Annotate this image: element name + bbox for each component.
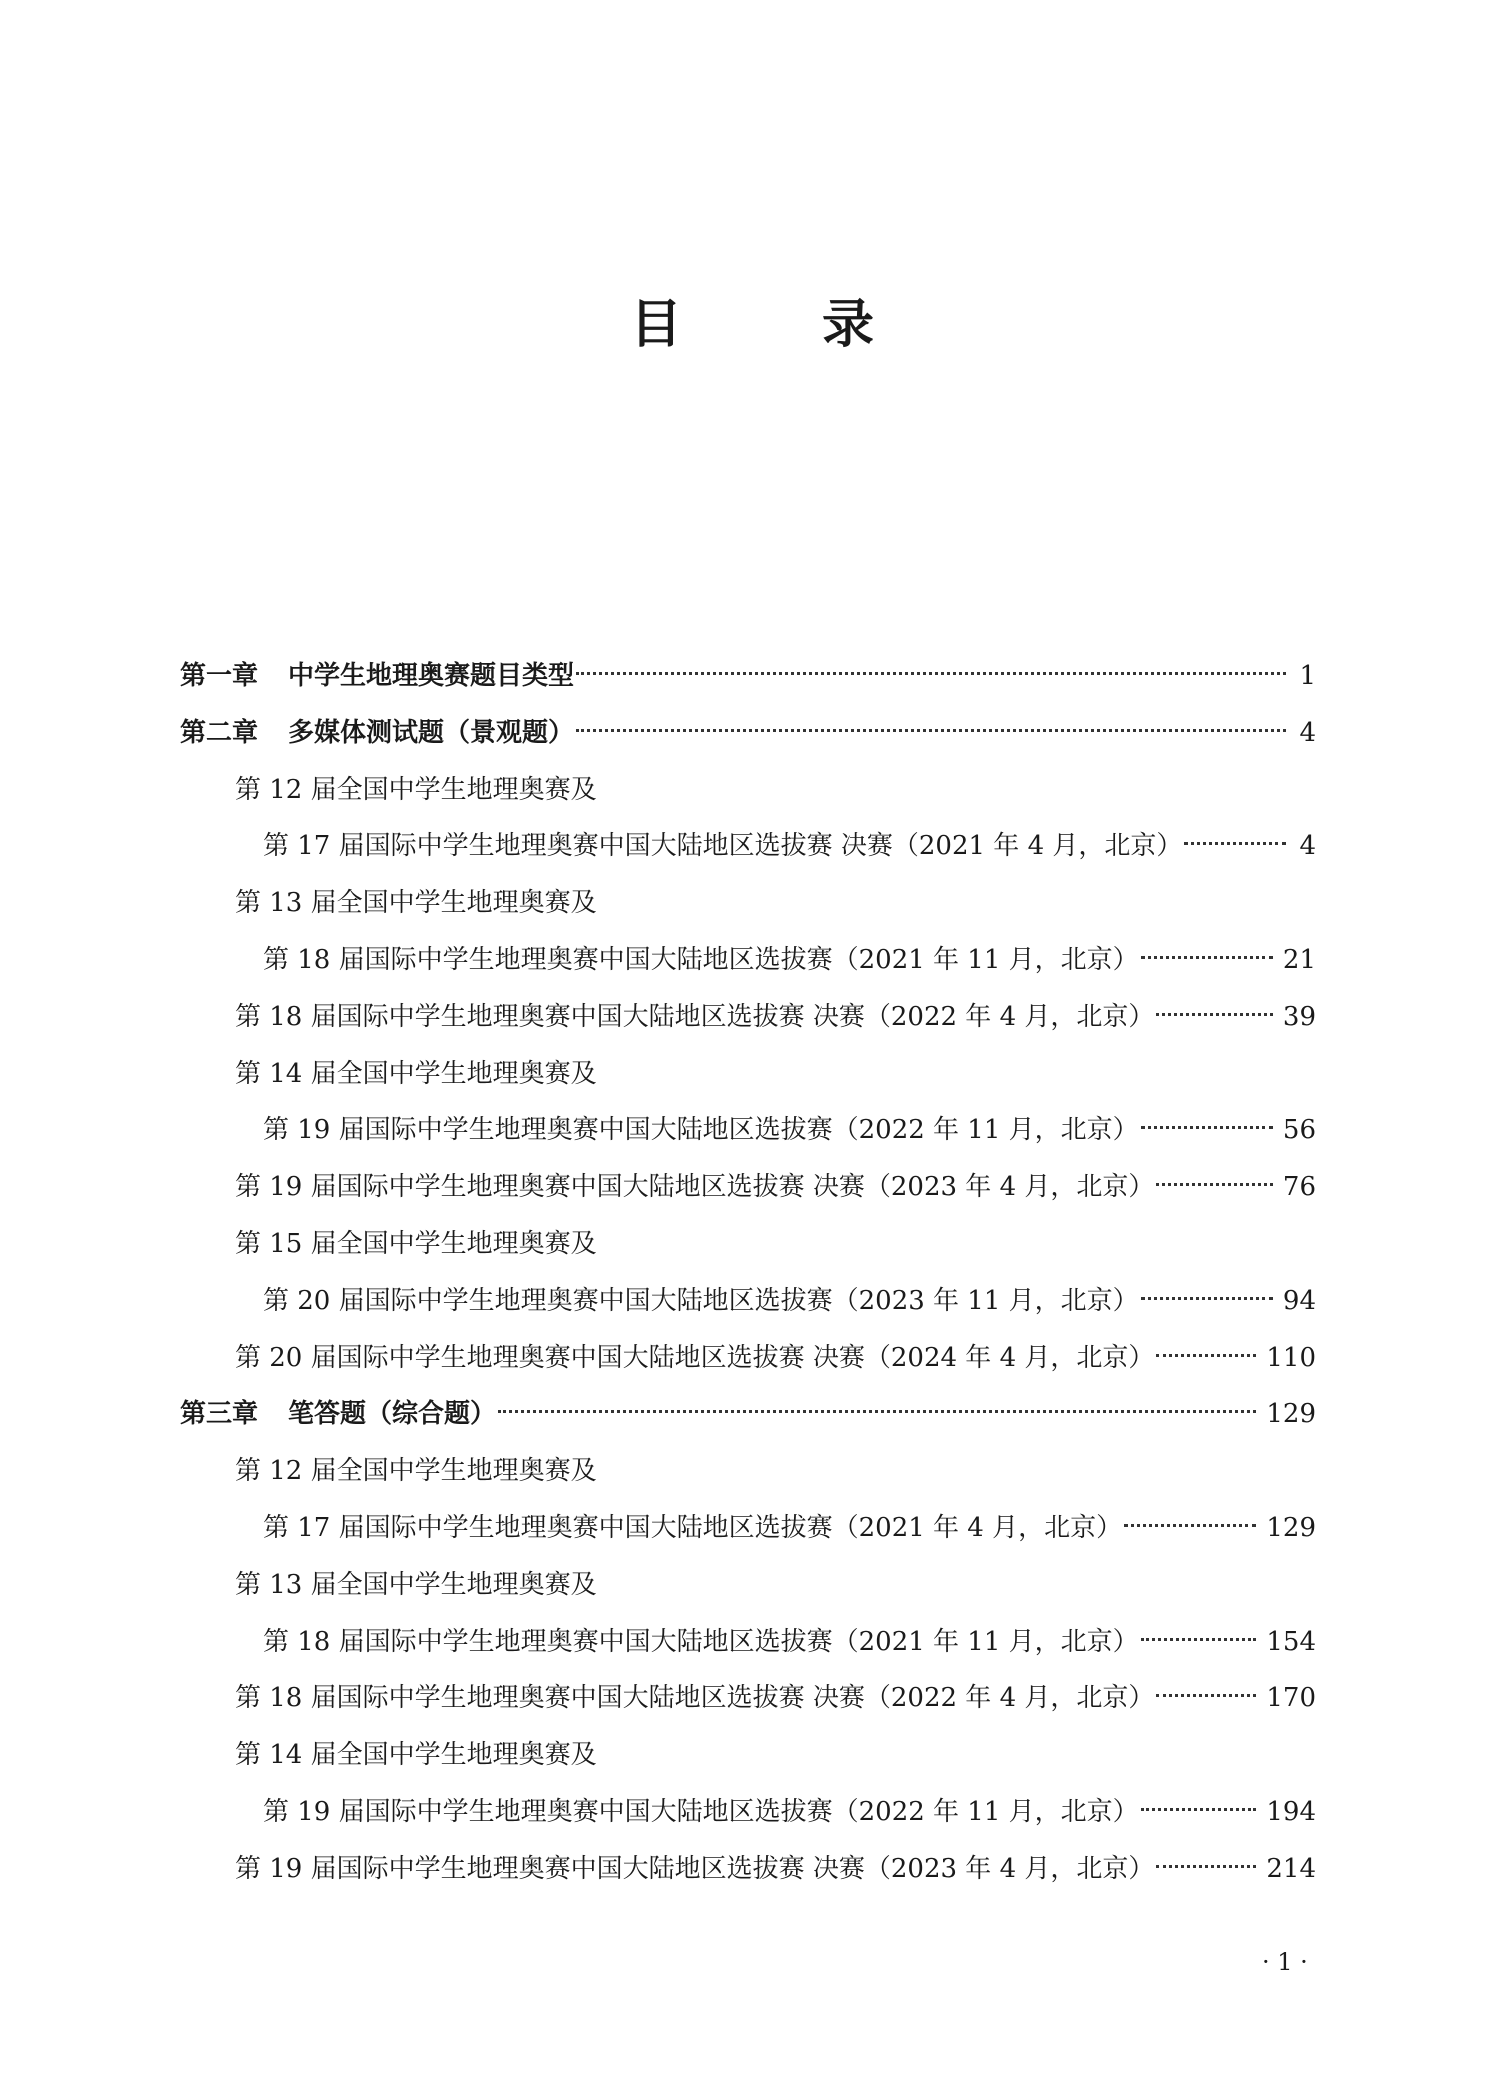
dot-leader (576, 729, 1286, 732)
page-ref: 170 (1266, 1683, 1316, 1714)
entry-title: 第 18 届国际中学生地理奥赛中国大陆地区选拔赛 决赛（2022 年 4 月，北京） (235, 1683, 1155, 1714)
entry-title: 第 13 届全国中学生地理奥赛及 (235, 1569, 597, 1600)
chapter-number: 第三章 (180, 1399, 259, 1430)
toc-entry-heading (0, 1216, 1504, 1273)
toc-chapter-1[interactable] (0, 648, 1504, 705)
toc-entry[interactable] (0, 1273, 1504, 1330)
page-ref: 129 (1266, 1399, 1316, 1430)
chapter-number: 第一章 (180, 661, 259, 691)
toc-entry-heading (0, 875, 1504, 932)
chapter-title: 中学生地理奥赛题目类型 (288, 661, 575, 691)
page-ref: 129 (1266, 1512, 1316, 1543)
entry-title: 第 20 届国际中学生地理奥赛中国大陆地区选拔赛 决赛（2024 年 4 月，北京） (235, 1342, 1155, 1373)
entry-title: 第 13 届全国中学生地理奥赛及 (235, 888, 597, 919)
dot-leader (1156, 1694, 1256, 1697)
entry-title: 第 15 届全国中学生地理奥赛及 (235, 1228, 597, 1259)
page-ref: 110 (1266, 1342, 1316, 1373)
page-ref: 94 (1282, 1285, 1316, 1316)
toc-entry-heading (0, 762, 1504, 819)
entry-title: 第 19 届国际中学生地理奥赛中国大陆地区选拔赛（2022 年 11 月，北京） (263, 1796, 1139, 1827)
toc-entry[interactable] (0, 818, 1504, 875)
dot-leader (1141, 1808, 1257, 1811)
entry-title: 第 18 届国际中学生地理奥赛中国大陆地区选拔赛 决赛（2022 年 4 月，北京） (235, 1001, 1155, 1032)
chapter-title: 笔答题（综合题） (288, 1399, 497, 1430)
toc-entry[interactable] (0, 1614, 1504, 1671)
dot-leader (1141, 1638, 1257, 1641)
toc-entry-heading (0, 1046, 1504, 1103)
entry-title: 第 19 届国际中学生地理奥赛中国大陆地区选拔赛 决赛（2023 年 4 月，北京） (235, 1172, 1155, 1203)
entry-title: 第 17 届国际中学生地理奥赛中国大陆地区选拔赛 决赛（2021 年 4 月，北京） (263, 831, 1183, 862)
entry-title: 第 20 届国际中学生地理奥赛中国大陆地区选拔赛（2023 年 11 月，北京） (263, 1285, 1139, 1316)
page-ref: 76 (1282, 1172, 1316, 1203)
entry-title: 第 14 届全国中学生地理奥赛及 (235, 1058, 597, 1089)
dot-leader (576, 672, 1286, 675)
entry-title: 第 19 届国际中学生地理奥赛中国大陆地区选拔赛（2022 年 11 月，北京） (263, 1115, 1139, 1146)
entry-title: 第 14 届全国中学生地理奥赛及 (235, 1740, 597, 1771)
page-ref: 154 (1266, 1626, 1316, 1657)
toc-entry[interactable] (0, 1500, 1504, 1557)
dot-leader (1141, 1297, 1273, 1300)
toc-entry[interactable] (0, 932, 1504, 989)
dot-leader (1184, 842, 1286, 845)
entry-title: 第 12 届全国中学生地理奥赛及 (235, 774, 597, 805)
dot-leader (1156, 1013, 1273, 1016)
page-ref: 56 (1282, 1115, 1316, 1146)
page-number: · 1 · (1262, 1948, 1308, 1976)
toc-entry[interactable] (0, 1102, 1504, 1159)
entry-title: 第 18 届国际中学生地理奥赛中国大陆地区选拔赛（2021 年 11 月，北京） (263, 944, 1139, 975)
page-ref: 194 (1266, 1796, 1316, 1827)
toc-entry[interactable] (0, 1330, 1504, 1387)
chapter-number: 第二章 (180, 717, 259, 748)
table-of-contents (0, 648, 1504, 1898)
dot-leader (1141, 956, 1273, 959)
dot-leader (1141, 1126, 1273, 1129)
toc-entry-heading (0, 1557, 1504, 1614)
entry-title: 第 17 届国际中学生地理奥赛中国大陆地区选拔赛（2021 年 4 月，北京） (263, 1512, 1123, 1543)
dot-leader (1124, 1524, 1256, 1527)
page-ref: 1 (1299, 661, 1316, 691)
toc-entry[interactable] (0, 1784, 1504, 1841)
page-title: 目 录 (629, 295, 918, 355)
chapter-title: 多媒体测试题（景观题） (288, 717, 575, 748)
toc-chapter-3[interactable] (0, 1386, 1504, 1443)
toc-entry[interactable] (0, 1670, 1504, 1727)
page-ref: 4 (1299, 717, 1316, 748)
page-ref: 39 (1282, 1001, 1316, 1032)
toc-chapter-2[interactable] (0, 705, 1504, 762)
dot-leader (1156, 1354, 1256, 1357)
toc-entry[interactable] (0, 1159, 1504, 1216)
dot-leader (1156, 1865, 1256, 1868)
toc-entry-heading (0, 1443, 1504, 1500)
page-ref: 4 (1299, 831, 1316, 862)
page-ref: 21 (1282, 944, 1316, 975)
dot-leader (1156, 1183, 1273, 1186)
dot-leader (498, 1410, 1256, 1413)
toc-entry[interactable] (0, 1841, 1504, 1898)
entry-title: 第 18 届国际中学生地理奥赛中国大陆地区选拔赛（2021 年 11 月，北京） (263, 1626, 1139, 1657)
toc-entry[interactable] (0, 989, 1504, 1046)
entry-title: 第 19 届国际中学生地理奥赛中国大陆地区选拔赛 决赛（2023 年 4 月，北京） (235, 1853, 1155, 1884)
toc-entry-heading (0, 1727, 1504, 1784)
entry-title: 第 12 届全国中学生地理奥赛及 (235, 1456, 597, 1487)
page-ref: 214 (1266, 1853, 1316, 1884)
